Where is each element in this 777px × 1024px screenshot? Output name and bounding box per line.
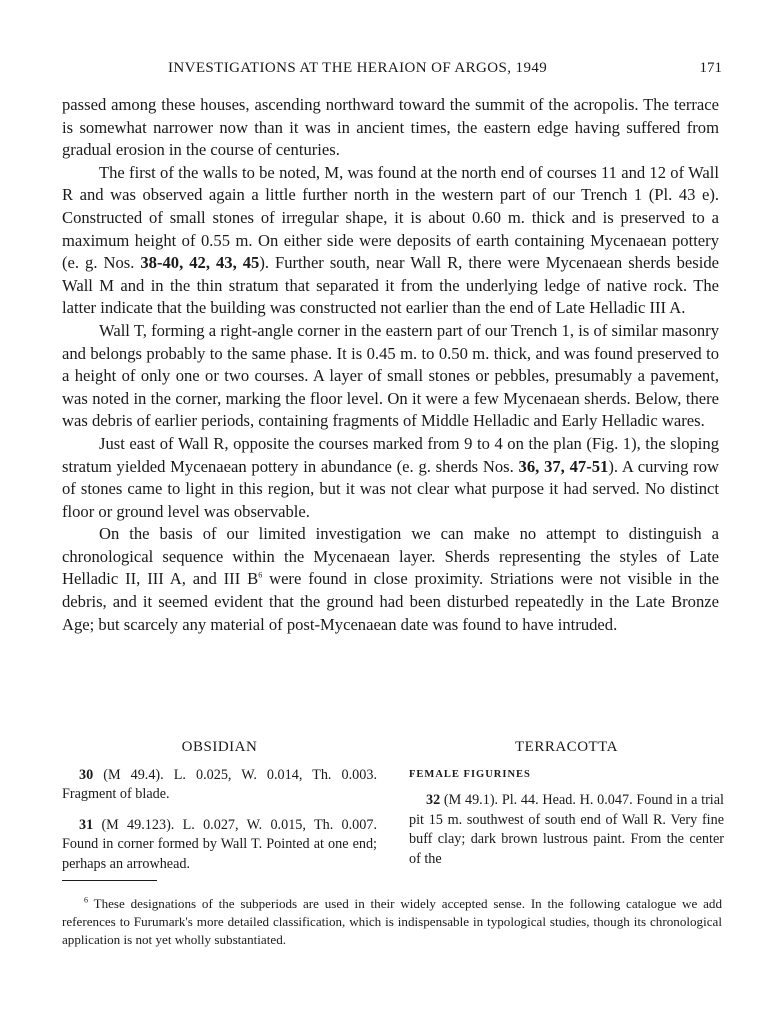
paragraph: passed among these houses, ascending northward toward the summit of the acropolis. The terrace is somewhat narrower now than it was in ancient times, the eastern edge having suffered from gradual erosion in the course of centuries. <box>62 95 719 160</box>
footnote: $^6$ These designations of the subperiods are used in their widely accepted sense. In the following catalogue we add references to Furumark's more detailed classification, which is indispensable in typological studies, though its chronological application is not yet wholly substantiated. <box>62 895 722 948</box>
footnote-divider <box>62 880 157 881</box>
section-heading: OBSIDIAN <box>181 739 258 755</box>
catalogue-terracotta <box>409 738 724 880</box>
catalogue-refs: 38-40, 42, 43, 45 <box>140 253 260 273</box>
section-heading: TERRACOTTA <box>515 739 618 755</box>
footnote-marker: 6 <box>84 895 88 905</box>
catalogue-entry: 31 (M 49.123). L. 0.027, W. 0.015, Th. 0.007. Found in corner formed by Wall T. Pointed at one end; perhaps an arrowhead. <box>62 816 377 872</box>
catalogue-entry: 30 (M 49.4). L. 0.025, W. 0.014, Th. 0.003. Fragment of blade. <box>62 766 377 802</box>
section-subheading: FEMALE FIGURINES <box>409 768 531 780</box>
footnote-marker: 6 <box>258 570 263 580</box>
catalogue-refs: 36, 37, 47-51 <box>518 456 609 476</box>
catalogue-entry: 32 (M 49.1). Pl. 44. Head. H. 0.047. Found in a trial pit 15 m. southwest of south end of Wall R. Very fine buff clay; dark brown lustrous paint. From the center of the <box>409 792 724 867</box>
paragraph: Wall T, forming a right-angle corner in the eastern part of our Trench 1, is of similar masonry and belongs probably to the same phase. It is 0.45 m. to 0.50 m. thick, and was found preserved to a height of only one or two courses. A layer of small stones or pebbles, presumably a pavement, was noted in the corner, marking the floor level. On it were a few Mycenaean sherds. Below, there was debris of earlier periods, containing fragments of Middle Helladic and Early Helladic wares. <box>62 320 719 431</box>
body-text <box>62 94 719 636</box>
paragraph: On the basis of our limited investigation we can make no attempt to distinguish a chronological sequence within the Mycenaean layer. Sherds representing the styles of Late Helladic II, III A, and III $B^6$ were found in close proximity. Striations were not visible in the debris, and it seemed evident that the ground had been disturbed repeatedly in the Late Bronze Age; but scarcely any material of post-Mycenaean date was found to have intruded. <box>62 524 719 634</box>
running-head: INVESTIGATIONS AT THE HERAION OF ARGOS, 1949 <box>168 60 548 76</box>
page-number: 171 <box>699 60 722 76</box>
catalogue-obsidian <box>62 738 377 885</box>
paragraph: The first of the walls to be noted, M, was found at the north end of courses 11 and 12 of Wall R and was observed again a little further north in the western part of our Trench 1 (Pl. 43 e). Constructed of small stones of irregular shape, it is about 0.60 m. thick and is preserved to a maximum height of 0.55 m. On either side were deposits of earth containing Mycenaean pottery (e. g. Nos. 38-40, 42, 43, 45). Further south, near Wall R, there were Mycenaean sherds beside Wall M and in the thin stratum that separated it from the underlying ledge of native rock. The latter indicate that the building was constructed not earlier than the end of Late Helladic III A. <box>62 162 719 318</box>
paragraph: Just east of Wall R, opposite the courses marked from 9 to 4 on the plan (Fig. 1), the sloping stratum yielded Mycenaean pottery in abundance (e. g. sherds Nos. 36, 37, 47-51). A curving row of stones came to light in this region, but it was not clear what purpose it had served. No distinct floor or ground level was observable. <box>62 433 719 521</box>
page-header <box>62 60 722 82</box>
